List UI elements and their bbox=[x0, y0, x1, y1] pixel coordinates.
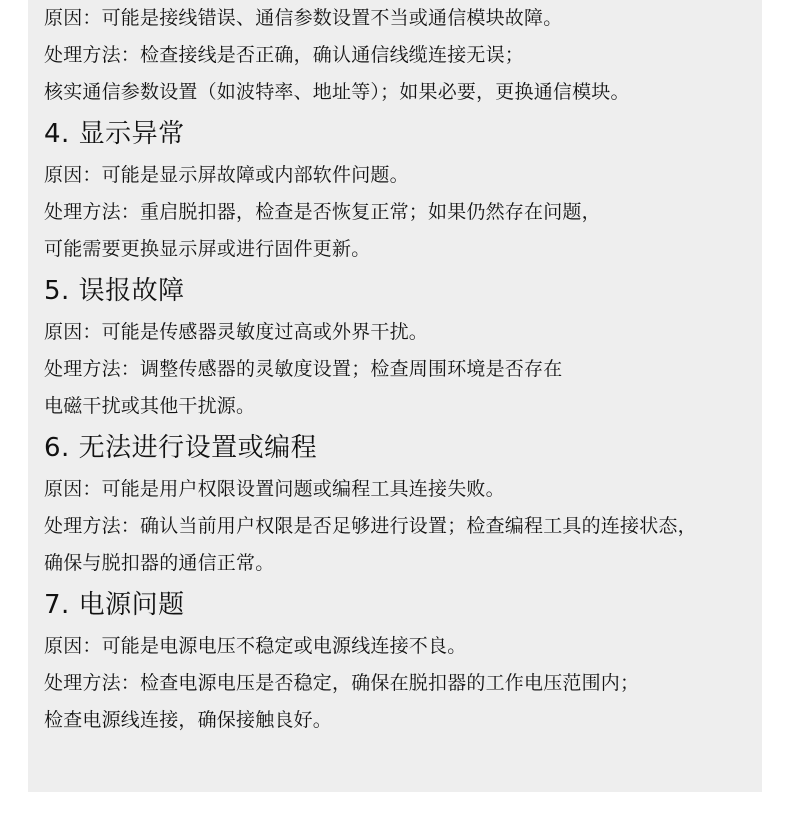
section-false-alarm bbox=[44, 268, 764, 425]
fix-text: 处理方法：确认当前用户权限是否足够进行设置；检查编程工具的连接状态， bbox=[44, 515, 697, 537]
cause-text: 原因：可能是电源电压不稳定或电源线连接不良。 bbox=[44, 635, 467, 657]
fix-text: 处理方法：检查电源电压是否稳定，确保在脱扣器的工作电压范围内； bbox=[44, 672, 640, 694]
cause-text: 原因：可能是用户权限设置问题或编程工具连接失败。 bbox=[44, 478, 505, 500]
section-display-abnormal bbox=[44, 111, 764, 268]
cause-text: 原因：可能是接线错误、通信参数设置不当或通信模块故障。 bbox=[44, 7, 563, 29]
fix-text: 可能需要更换显示屏或进行固件更新。 bbox=[44, 238, 371, 260]
section-power-problem bbox=[44, 582, 764, 739]
section-heading: 5. 误报故障 bbox=[44, 276, 185, 306]
fix-text: 处理方法：检查接线是否正确，确认通信线缆连接无误； bbox=[44, 44, 525, 66]
fix-text: 检查电源线连接，确保接触良好。 bbox=[44, 709, 333, 731]
cause-text: 原因：可能是传感器灵敏度过高或外界干扰。 bbox=[44, 321, 429, 343]
fix-text: 确保与脱扣器的通信正常。 bbox=[44, 552, 275, 574]
fix-text: 电磁干扰或其他干扰源。 bbox=[44, 395, 256, 417]
fix-text: 核实通信参数设置（如波特率、地址等）；如果必要，更换通信模块。 bbox=[44, 81, 630, 103]
fix-text: 处理方法：重启脱扣器，检查是否恢复正常；如果仍然存在问题， bbox=[44, 201, 601, 223]
section-settings-programming bbox=[44, 425, 764, 582]
fix-text: 处理方法：调整传感器的灵敏度设置；检查周围环境是否存在 bbox=[44, 358, 563, 380]
troubleshooting-document bbox=[44, 0, 764, 739]
section-heading: 6. 无法进行设置或编程 bbox=[44, 433, 318, 463]
section-communication bbox=[44, 0, 764, 111]
cause-text: 原因：可能是显示屏故障或内部软件问题。 bbox=[44, 164, 409, 186]
section-heading: 7. 电源问题 bbox=[44, 590, 185, 620]
section-heading: 4. 显示异常 bbox=[44, 119, 185, 149]
